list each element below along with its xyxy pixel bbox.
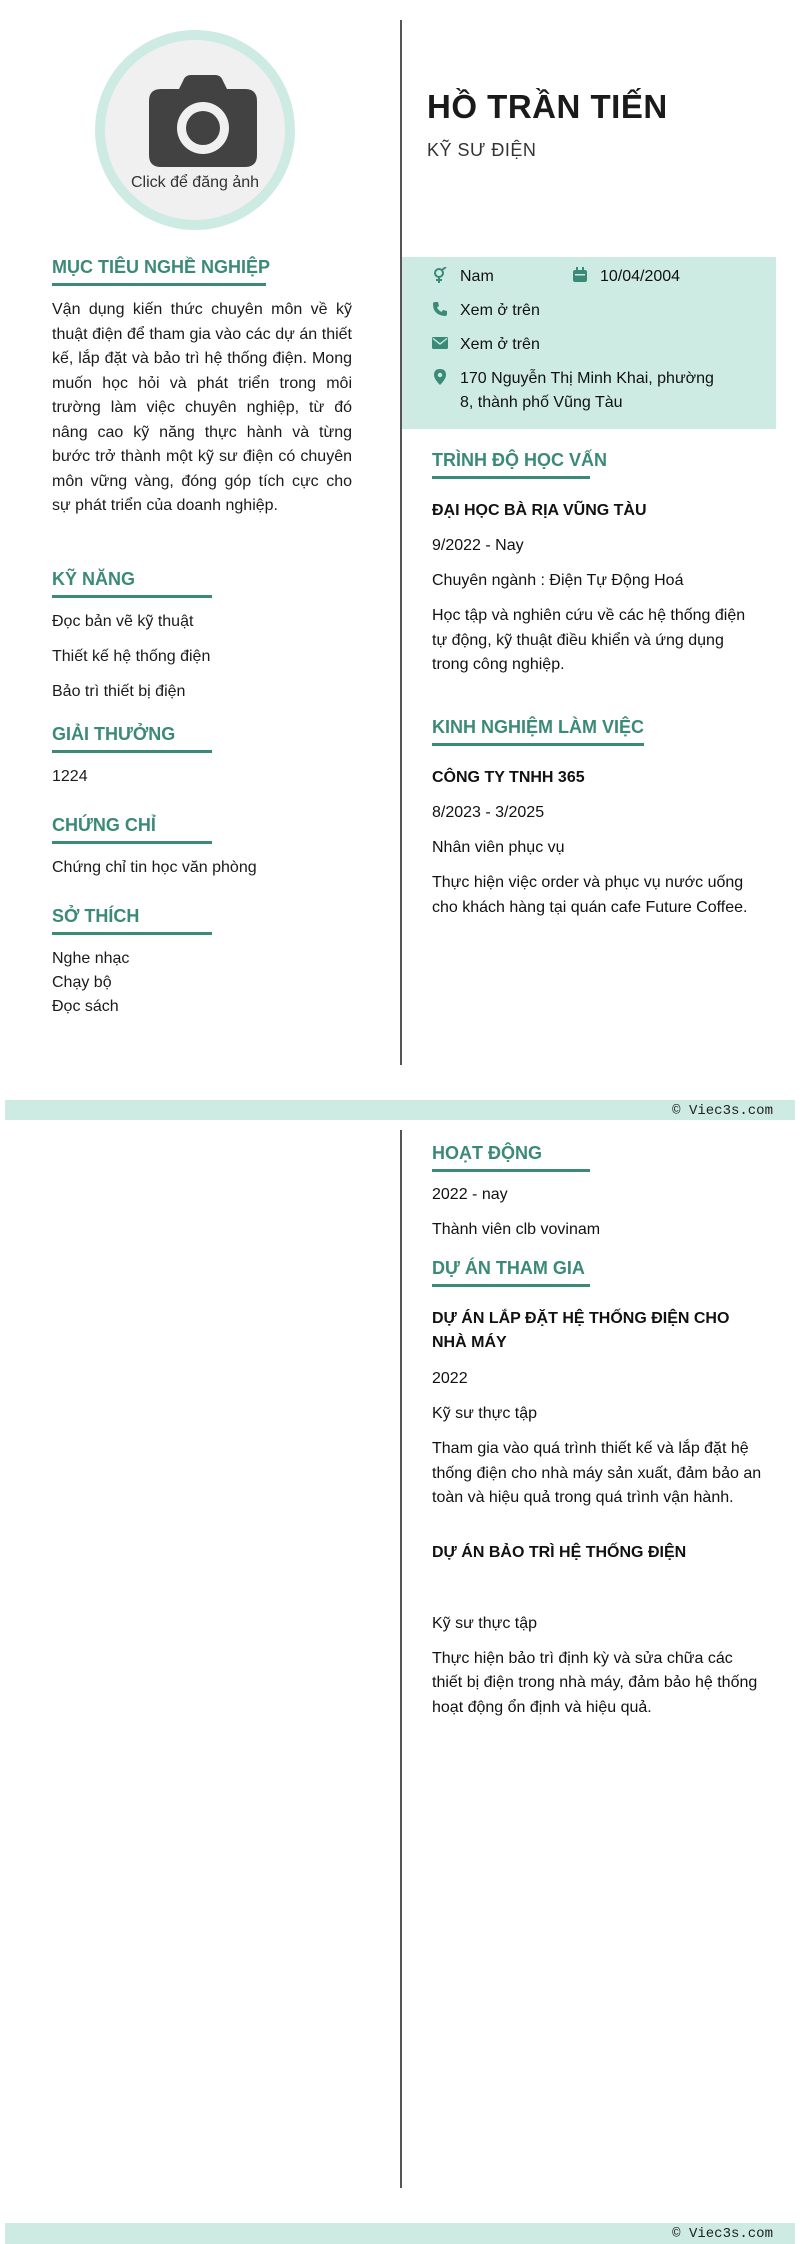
column-divider — [400, 20, 402, 1065]
activities-period: 2022 - nay — [432, 1186, 508, 1203]
skills-title: KỸ NĂNG — [52, 569, 212, 598]
hobby-item: Nghe nhạc — [52, 950, 130, 967]
education-desc: Học tập và nghiên cứu về các hệ thống điện tự động, kỹ thuật điều khiển và ứng dụng trong công nghiệp. — [432, 607, 746, 673]
education-period: 9/2022 - Nay — [432, 537, 524, 554]
project-name: DỰ ÁN LẮP ĐẶT HỆ THỐNG ĐIỆN CHO NHÀ MÁY — [432, 1310, 730, 1351]
project-year: 2022 — [432, 1370, 468, 1387]
project-desc: Tham gia vào quá trình thiết kế và lắp đặt hệ thống điện cho nhà máy sản xuất, đảm bảo an toàn và hiệu quả trong quá trình vận hành. — [432, 1440, 762, 1506]
objective-title: MỤC TIÊU NGHỀ NGHIỆP — [52, 257, 266, 286]
activities-title: HOẠT ĐỘNG — [432, 1143, 590, 1172]
objective-section — [52, 257, 352, 519]
award-item: 1224 — [52, 768, 88, 785]
hobbies-section — [52, 906, 352, 1019]
contact-address — [432, 367, 714, 415]
address-line-2: 8, thành phố Vũng Tàu — [460, 394, 623, 411]
skill-item: Bảo trì thiết bị điện — [52, 683, 186, 700]
cv-page-1 — [0, 0, 800, 1100]
certificates-title: CHỨNG CHỈ — [52, 815, 212, 844]
experience-period: 8/2023 - 3/2025 — [432, 804, 545, 821]
projects-section — [432, 1258, 762, 1720]
cv-page-2 — [0, 1120, 800, 2230]
footer-text: © Viec3s.com — [672, 1103, 773, 1119]
skill-item: Đọc bản vẽ kỹ thuật — [52, 613, 194, 630]
job-title: KỸ SƯ ĐIỆN — [427, 140, 537, 160]
projects-title: DỰ ÁN THAM GIA — [432, 1258, 590, 1287]
education-school: ĐẠI HỌC BÀ RỊA VŨNG TÀU — [432, 502, 647, 519]
certificates-section — [52, 815, 352, 880]
avatar[interactable] — [95, 30, 295, 230]
contact-gender: Nam — [432, 265, 494, 289]
contact-phone: Xem ở trên — [432, 299, 540, 323]
candidate-name: HỒ TRẦN TIẾN — [427, 88, 668, 125]
education-section — [432, 450, 762, 678]
awards-section — [52, 724, 352, 789]
footer-text: © Viec3s.com — [672, 2226, 773, 2242]
experience-role: Nhân viên phục vụ — [432, 839, 565, 856]
column-divider — [400, 1130, 402, 2188]
project-role: Kỹ sư thực tập — [432, 1405, 538, 1422]
objective-text: Vận dụng kiến thức chuyên môn về kỹ thuật điện để tham gia vào các dự án thiết kế, lắp đặt và bảo trì hệ thống điện. Mong muốn học hỏi và phát triển trong môi trường làm việc chuyên nghiệp, từ đó nâng cao kỹ năng thực hành và từng bước trở thành một kỹ sư điện có chuyên môn vững vàng, đóng góp tích cực cho sự phát triển của doanh nghiệp. — [52, 301, 352, 514]
experience-company: CÔNG TY TNHH 365 — [432, 769, 585, 786]
skills-section — [52, 569, 352, 704]
education-title: TRÌNH ĐỘ HỌC VẤN — [432, 450, 590, 479]
education-major: Chuyên ngành : Điện Tự Động Hoá — [432, 572, 684, 589]
gender-icon — [432, 267, 448, 283]
experience-desc: Thực hiện việc order và phục vụ nước uống cho khách hàng tại quán cafe Future Coffee. — [432, 874, 748, 916]
project-name: DỰ ÁN BẢO TRÌ HỆ THỐNG ĐIỆN — [432, 1543, 687, 1561]
location-icon — [432, 369, 448, 385]
footer-bar — [5, 1100, 795, 1121]
footer-bar — [5, 2223, 795, 2244]
skill-item: Thiết kế hệ thống điện — [52, 648, 211, 665]
email-icon — [432, 335, 448, 351]
phone-icon — [432, 301, 448, 317]
experience-section — [432, 717, 762, 920]
certificate-item: Chứng chỉ tin học văn phòng — [52, 859, 257, 876]
activities-desc: Thành viên clb vovinam — [432, 1221, 601, 1238]
calendar-icon — [572, 267, 588, 283]
hobby-item: Đọc sách — [52, 998, 119, 1015]
address-line-1: 170 Nguyễn Thị Minh Khai, phường — [460, 370, 714, 387]
contact-box — [402, 257, 776, 429]
avatar-upload-text[interactable]: Click để đăng ảnh — [130, 174, 260, 191]
project-desc: Thực hiện bảo trì định kỳ và sửa chữa các thiết bị điện trong nhà máy, đảm bảo hệ thống hoạt động ổn định và hiệu quả. — [432, 1649, 758, 1716]
awards-title: GIẢI THƯỞNG — [52, 724, 212, 753]
contact-email: Xem ở trên — [432, 333, 540, 357]
contact-dob: 10/04/2004 — [572, 265, 680, 289]
camera-icon — [149, 75, 257, 167]
experience-title: KINH NGHIỆM LÀM VIỆC — [432, 717, 644, 746]
activities-section — [432, 1143, 762, 1242]
hobby-item: Chạy bộ — [52, 974, 112, 991]
project-role: Kỹ sư thực tập — [432, 1614, 538, 1632]
avatar-placeholder[interactable] — [105, 40, 285, 220]
hobbies-title: SỞ THÍCH — [52, 906, 212, 935]
